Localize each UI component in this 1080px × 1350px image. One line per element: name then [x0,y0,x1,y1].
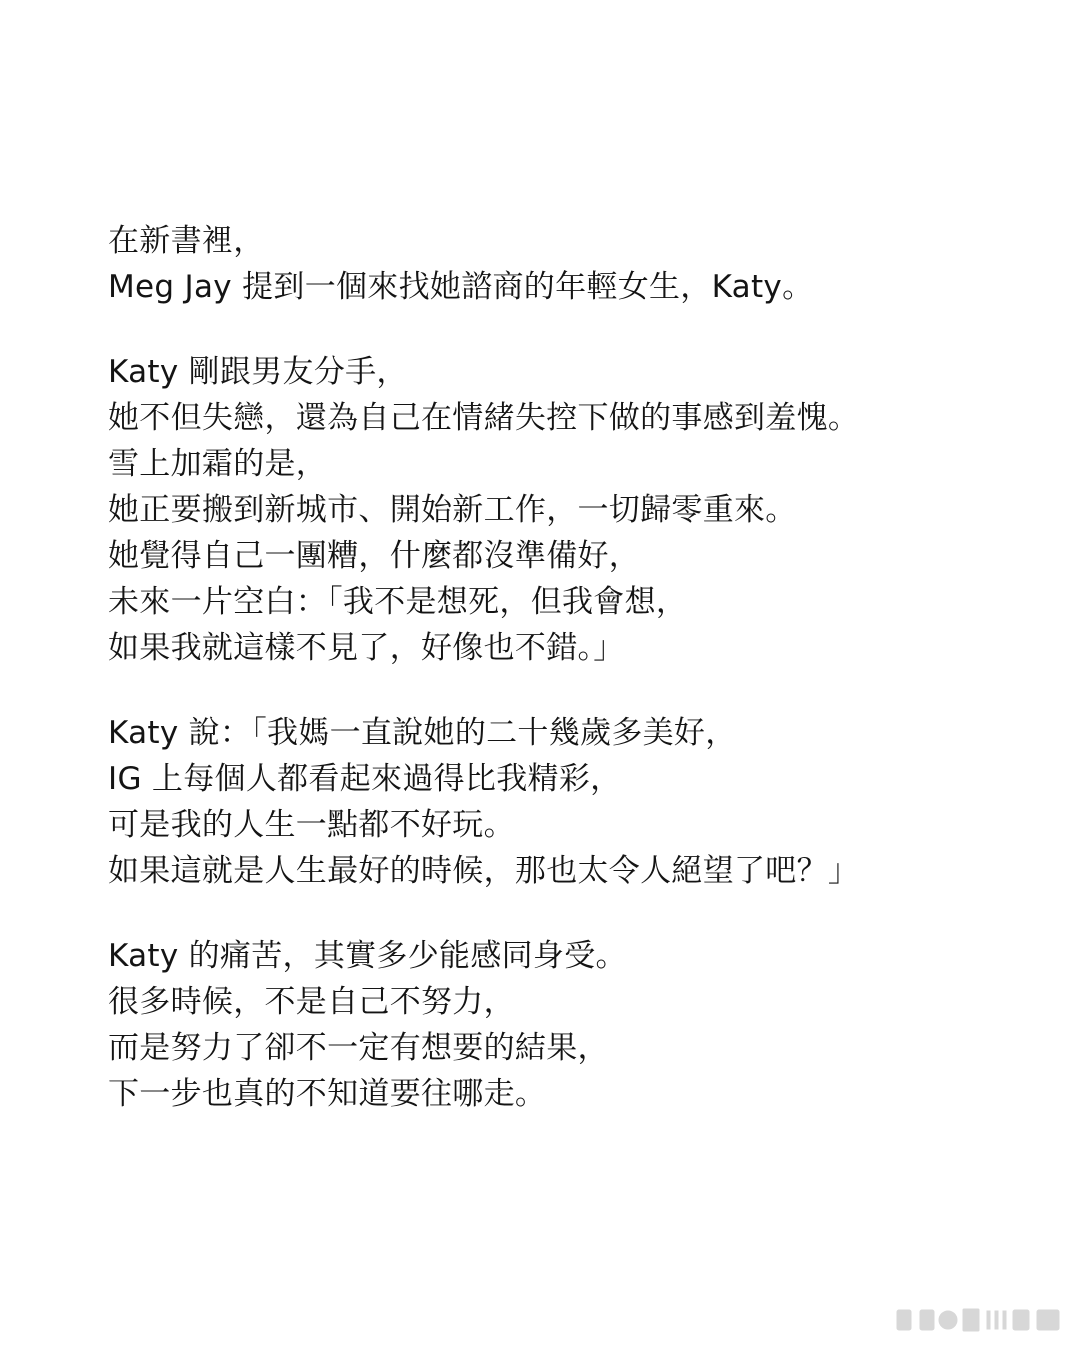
text-line: Katy 剛跟男友分手， [108,354,408,390]
text-line: 如果我就這樣不見了，好像也不錯。」 [108,630,625,666]
text-line: 她覺得自己一團糟，什麼都沒準備好， [108,538,641,574]
weibo-watermark-icon [894,1300,1066,1340]
paragraph-3 [108,710,988,894]
text-line: 如果這就是人生最好的時候，那也太令人絕望了吧？」 [108,853,860,889]
paragraph-2 [108,349,988,671]
text-line: 雪上加霜的是， [108,446,328,482]
text-line: IG 上每個人都看起來過得比我精彩， [108,761,622,797]
paragraph-4 [108,933,988,1117]
text-line: Katy 說：「我媽一直說她的二十幾歲多美好， [108,715,737,751]
text-line: 未來一片空白：「我不是想死，但我會想， [108,584,688,620]
text-line: 在新書裡， [108,223,265,259]
text-line: 她不但失戀，還為自己在情緒失控下做的事感到羞愧。 [108,400,860,436]
article-body [108,218,988,1156]
text-line: 可是我的人生一點都不好玩。 [108,807,515,843]
text-line: 她正要搬到新城市、開始新工作，一切歸零重來。 [108,492,797,528]
text-line: 很多時候，不是自己不努力， [108,984,515,1020]
paragraph-1 [108,218,988,310]
text-line: Meg Jay 提到一個來找她諮商的年輕女生，Katy。 [108,269,814,305]
text-line: 下一步也真的不知道要往哪走。 [108,1076,547,1112]
text-line: Katy 的痛苦，其實多少能感同身受。 [108,938,627,974]
text-line: 而是努力了卻不一定有想要的結果， [108,1030,609,1066]
